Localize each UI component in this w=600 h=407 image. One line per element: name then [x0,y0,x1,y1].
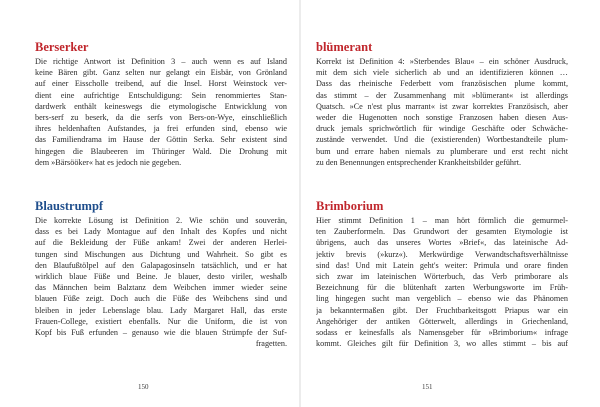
text-line: bers-serf zu beserk, da die serfs von Bers-on-Wye, einschließlich [35,112,287,122]
entry-heading: Berserker [35,40,89,54]
entry-heading: blümerant [316,40,373,54]
entry-heading: Brimborium [316,199,384,213]
text-line: keine Bären gibt. Ganz selten nur gelangt ein Eisbär, von Grönland [35,68,287,78]
text-line: Die richtige Antwort ist Definition 3 – auch wenn es auf Island [35,57,287,66]
text-line: Kopf bis Fuß erfunden – genauso wie die blauen Strümpfe der Suf- [35,327,287,337]
text-line: mit dem sich viele sicherlich ab und an identifizieren können … [316,68,568,78]
text-line: ten Zauberformeln. Das Grundwort der gesamten Etymologie ist [316,227,568,237]
text-line: Dass das rheinische Federbett vom französischen plume kommt, [316,79,568,89]
text-line: sich zwar im lateinischen Wörterbuch, das Verb primborare als [316,271,568,281]
text-line: tungen sind Mischungen aus Dichtung und Wahrheit. So gibt es [35,249,287,259]
text-line: das Männchen beim Balztanz dem Weibchen immer wieder seine [35,283,287,293]
text-line: Frauen-College, existiert ebenfalls. Nur die Uniform, die ist von [35,316,287,326]
text-line: Quatsch. »Ce n'est plus marrant« ist zwar korrektes Französisch, aber [316,101,568,111]
text-line: Korrekt ist Definition 4: »Sterbendes Blau« – ein schöner Ausdruck, [316,57,568,66]
text-line: ja bekanntermaßen gibt. Der Fruchtbarkeitsgott Priapus war ein [316,305,568,315]
text-line: zustände verwendet. Und die (existierenden) Wortbestandteile plum- [316,135,568,145]
text-line: hingegen die Blaubeeren im Thüringer Wald. Die Drohung mit [35,146,287,156]
text-line: sind das! Und mit Latein geht's weiter: Primula und orare finden [316,260,568,270]
text-line: dass es bei Lady Montague auf den Inhalt des Kopfes und nicht [35,227,287,237]
text-line: das stimmt – der Zusammenhang mit »blümerant« ist allerdings [316,90,568,100]
text-line: Die korrekte Lösung ist Definition 2. Wie schön und souverän, [35,216,287,225]
text-line: übrigens, auch das unseres Wortes »Brief«, das lateinische Ad- [316,238,568,248]
text-line: fragetten. [255,339,287,349]
text-line: den Blaufußtölpel auf den Galapagosinseln tatsächlich, und er hat [35,260,287,270]
text-line: bum und errare haben niemals zu plumberare und erst recht nicht [316,146,568,156]
page-number-left: 150 [138,383,149,391]
text-line: blauen Füße zeigt. Doch auch die Füße des Weibchens sind und [35,294,287,304]
text-line: weder die Hugenotten noch sonstige Franzosen haben diesen Aus- [316,112,568,122]
text-line: das Familiendrama im Hause der Göttin Serka. Sehr existent sind [35,135,287,145]
text-line: bleiben in jeder Lebenslage blau. Lady Margaret Hall, das erste [35,305,287,315]
text-line: auf die Bekleidung der Füße ankam! Zwei der anderen Herlei- [35,238,287,248]
text-line: sodass er keinesfalls als Namensgeber für »Brimborium« infrage [316,327,568,337]
entry-heading: Blaustrumpf [35,199,104,213]
text-line: druck jemals sprichwörtlich für windige Geschäfte oder Schwäche- [316,124,568,134]
page-number-right: 151 [422,383,433,391]
text-line: dardwerk enthält keineswegs die etymologische Entwicklung von [35,101,287,111]
book-gutter [299,0,301,407]
text-line: Bezeichnung für die blütenhaft zarten Werbungsworte im Früh- [316,283,568,293]
text-line: ihres heldenhaften Aufstandes, ja frei erfunden sind, ebenso wie [35,124,287,134]
text-line: Hier stimmt Definition 1 – man hört förmlich die gemurmel- [316,216,568,225]
entry-brimborium [316,199,568,349]
text-line: ling hingegen sucht man vergeblich – ebenso wie das Phänomen [316,294,568,304]
text-line: dient eine aufrichtige Entschuldigung: Sein renommiertes Stan- [35,90,287,100]
text-line: kommt. Gleiches gilt für Definition 3, wo alles stimmt – bis auf [316,339,568,349]
entry-bluemerant [316,40,568,168]
text-line: dem »Bärsööker« hat es jedoch nie gegeben. [35,157,182,167]
text-line: zu den Benennungen entsprechender Krankheitsbilder geführt. [316,157,522,167]
entry-blaustrumpf [35,199,287,349]
text-line: wirklich blaue Füße und Beine. Je blauer, desto viriler, weshalb [35,271,287,281]
text-line: jektiv brevis (»kurz«). Merkwürdige Verwandtschaftsverhältnisse [316,249,568,259]
text-line: auf einer Eisscholle treibend, auf die Insel. Horst Weinstock ver- [35,79,287,89]
text-line: Angehöriger der antiken Götterwelt, allerdings in Griechenland, [316,316,568,326]
entry-berserker [35,40,287,168]
